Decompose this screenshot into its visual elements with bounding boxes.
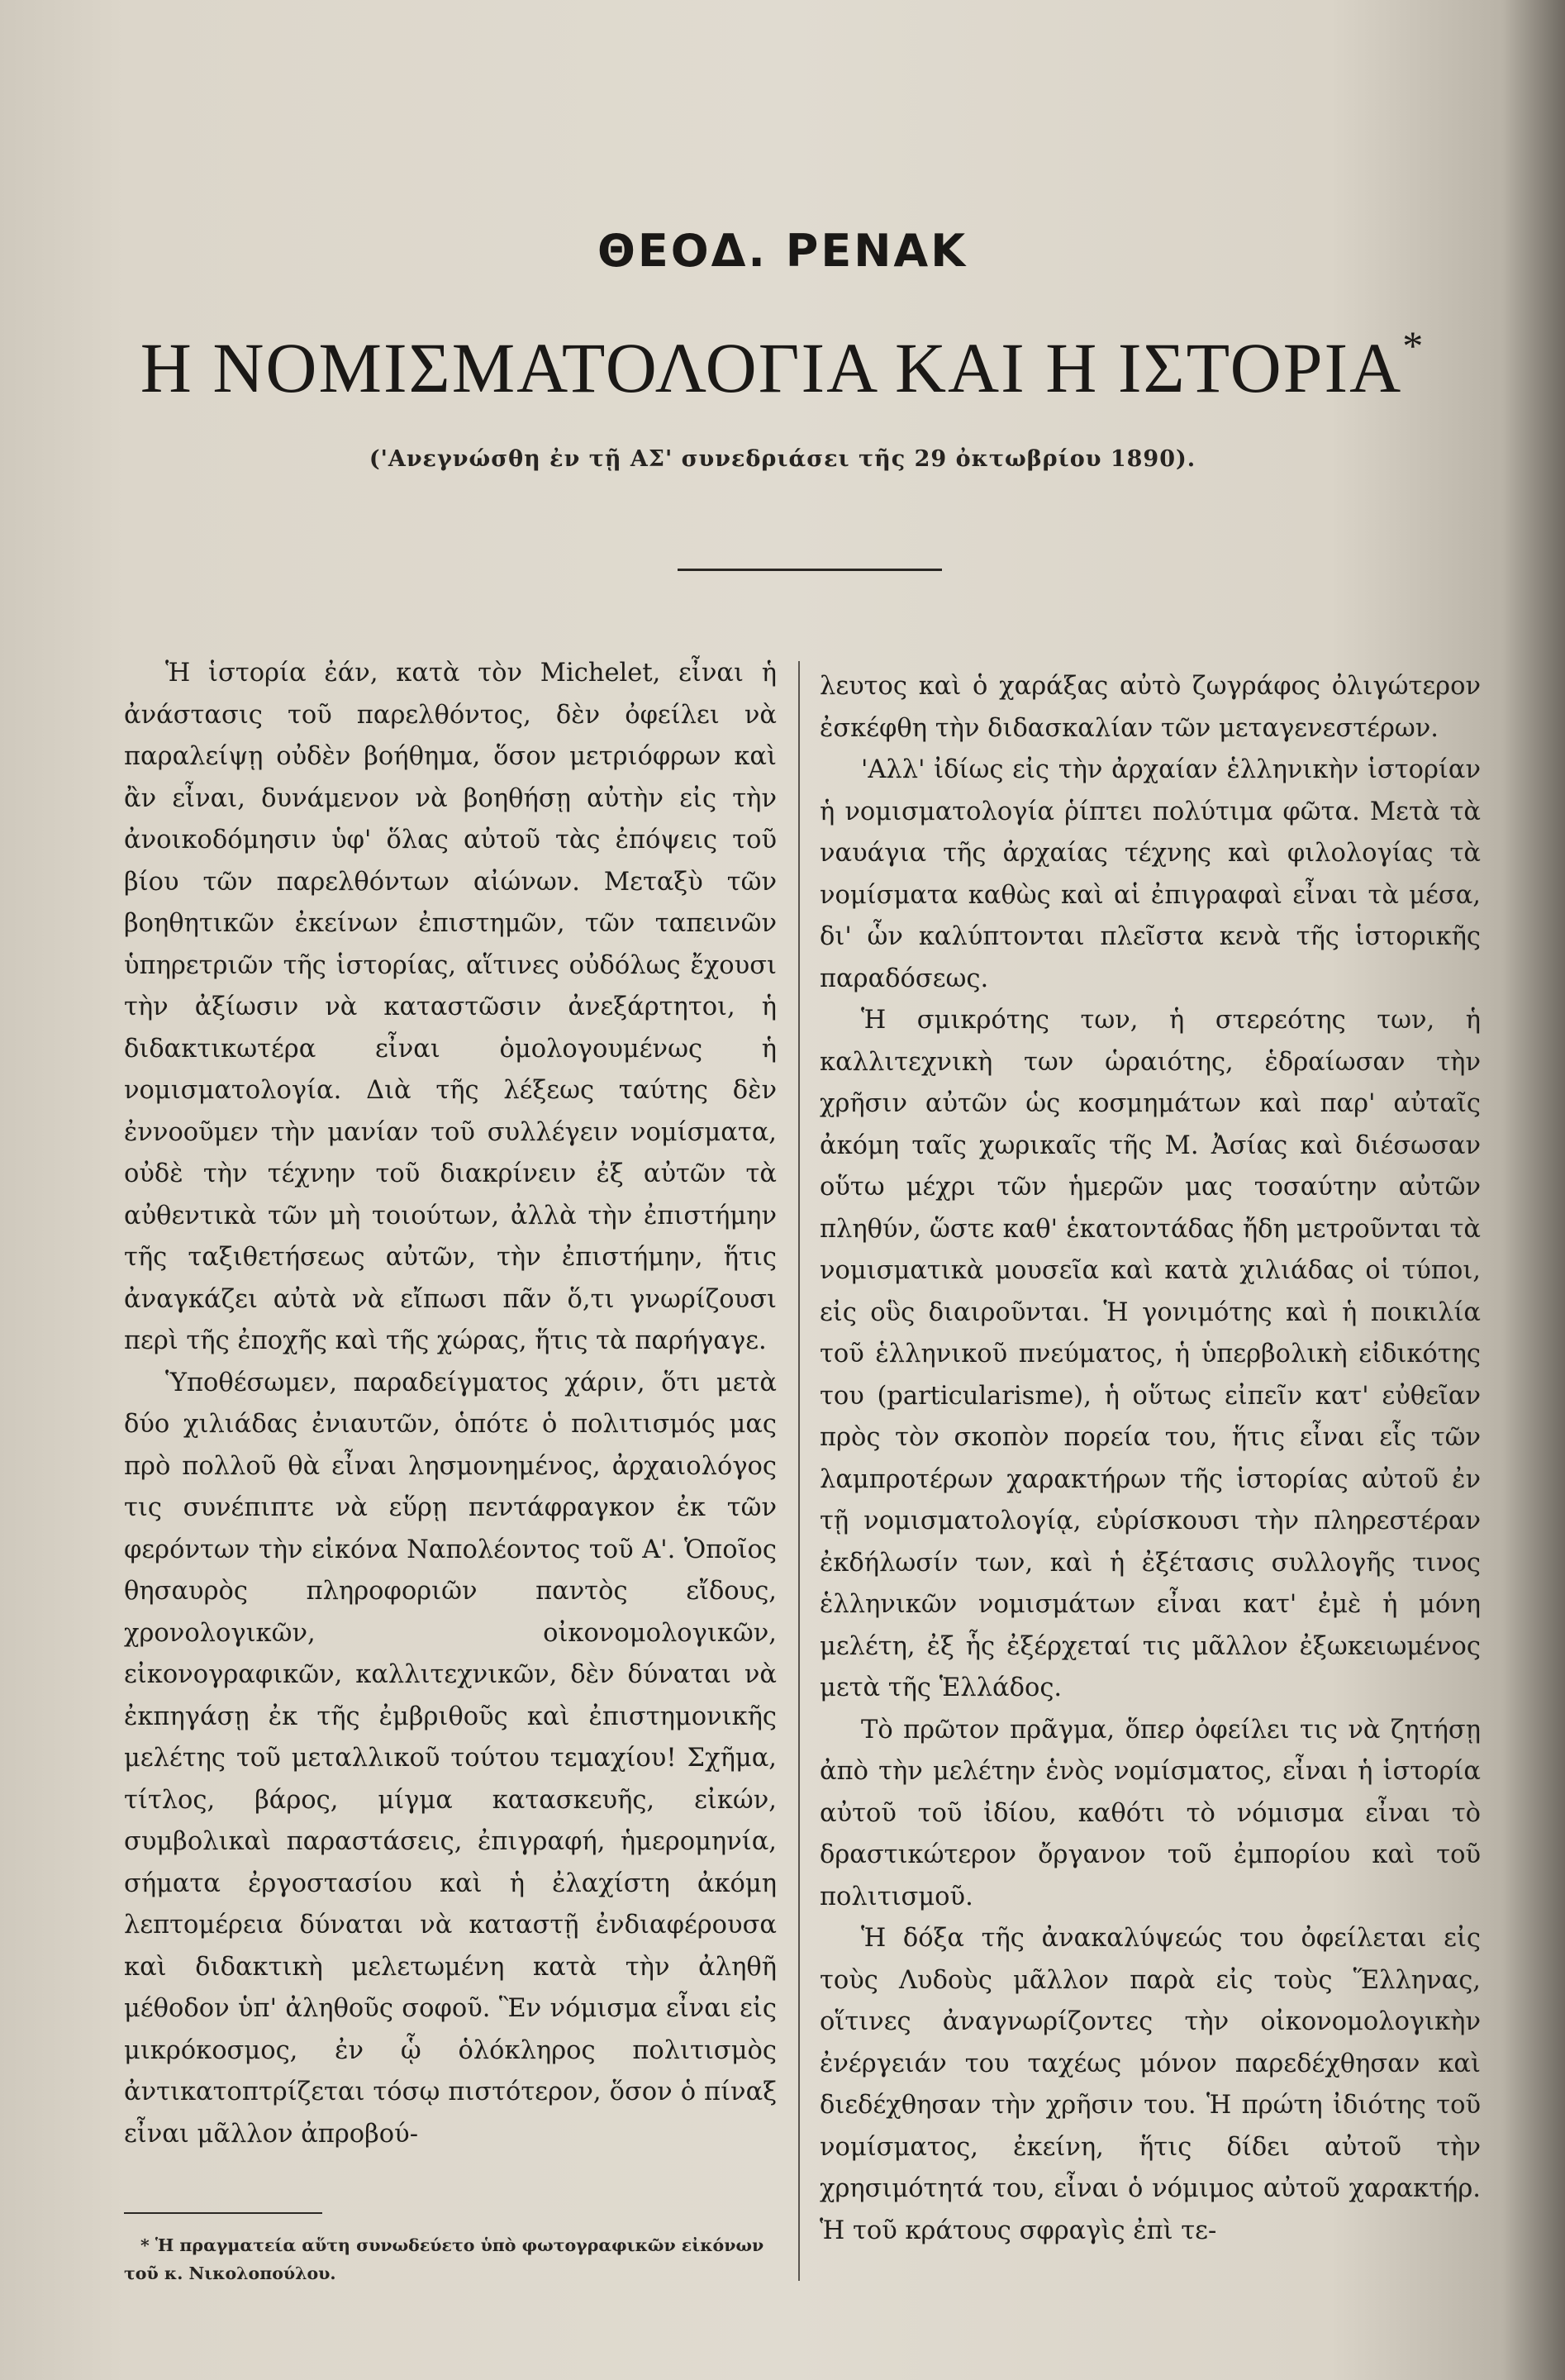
reading-note: ('Ανεγνώσθη ἐν τῇ ΑΣ' συνεδριάσει τῆς 29 ὀκτωβρίου 1890). (369, 446, 1196, 472)
column-divider (798, 661, 800, 2281)
footnote-divider (124, 2212, 322, 2214)
paragraph: Ἡ ἱστορία ἐάν, κατὰ τὸν Michelet, εἶναι ἡ ἀνάστασις τοῦ παρελθόντος, δὲν ὀφείλει νὰ παραλείψῃ οὐδὲν βοήθημα, ὅσον μετριόφρων καὶ ἂν εἶναι, δυνάμενον νὰ βοηθήσῃ αὐτὴν εἰς τὴν ἀνοικοδόμησιν ὑφ' ὅλας αὐτοῦ τὰς ἐπόψεις τοῦ βίου τῶν παρελθόντων αἰώνων. Μεταξὺ τῶν βοηθητικῶν ἐκείνων ἐπιστημῶν, τῶν ταπεινῶν ὑπηρετριῶν τῆς ἱστορίας, αἵτινες οὐδόλως ἔχουσι τὴν ἀξίωσιν νὰ καταστῶσιν ἀνεξάρτητοι, ἡ διδακτικωτέρα εἶναι ὁμολογουμένως ἡ νομισματολογία. Διὰ τῆς λέξεως ταύτης δὲν ἐννοοῦμεν τὴν μανίαν τοῦ συλλέγειν νομίσματα, οὐδὲ τὴν τέχνην τοῦ διακρίνειν ἐξ αὐτῶν τὰ αὐθεντικὰ τῶν μὴ τοιούτων, ἀλλὰ τὴν ἐπιστήμην τῆς ταξιθετήσεως αὐτῶν, τὴν ἐπιστήμην, ἥτις ἀναγκάζει αὐτὰ νὰ εἴπωσι πᾶν ὅ,τι γνωρίζουσι περὶ τῆς ἐποχῆς καὶ τῆς χώρας, ἥτις τὰ παρήγαγε. (124, 659, 777, 1355)
paragraph-continuation: λευτος καὶ ὁ χαράξας αὐτὸ ζωγράφος ὀλιγώτερον ἐσκέφθη τὴν διδασκαλίαν τῶν μεταγενεστέρων. (820, 672, 1481, 743)
right-column (820, 666, 1481, 2252)
article-title-text: Η ΝΟΜΙΣΜΑΤΟΛΟΓΙΑ ΚΑΙ Η ΙΣΤΟΡΙΑ (140, 328, 1403, 407)
title-divider (678, 569, 942, 571)
footnote-marker: * (1402, 322, 1425, 369)
paragraph: 'Αλλ' ἰδίως εἰς τὴν ἀρχαίαν ἑλληνικὴν ἱστορίαν ἡ νομισματολογία ῥίπτει πολύτιμα φῶτα. Μετὰ τὰ ναυάγια τῆς ἀρχαίας τέχνης καὶ φιλολογίας τὰ νομίσματα καθὼς καὶ αἱ ἐπιγραφαὶ εἶναι τὰ μέσα, δι' ὧν καλύπτονται πλεῖστα κενὰ τῆς ἱστορικῆς παραδόσεως. (820, 755, 1481, 993)
paragraph: Ὑποθέσωμεν, παραδείγματος χάριν, ὅτι μετὰ δύο χιλιάδας ἐνιαυτῶν, ὁπότε ὁ πολιτισμός μας πρὸ πολλοῦ θὰ εἶναι λησμονημένος, ἀρχαιολόγος τις συνέπιπτε νὰ εὕρῃ πεντάφραγκον ἐκ τῶν φερόντων τὴν εἰκόνα Ναπολέοντος τοῦ Α'. Ὁποῖος θησαυρὸς πληροφοριῶν παντὸς εἴδους, χρονολογικῶν, οἰκονομολογικῶν, εἰκονογραφικῶν, καλλιτεχνικῶν, δὲν δύναται νὰ ἐκπηγάσῃ ἐκ τῆς ἐμβριθοῦς καὶ ἐπιστημονικῆς μελέτης τοῦ μεταλλικοῦ τούτου τεμαχίου! Σχῆμα, τίτλος, βάρος, μίγμα κατασκευῆς, εἰκών, συμβολικαὶ παραστάσεις, ἐπιγραφή, ἡμερομηνία, σήματα ἐργοστασίου καὶ ἡ ἐλαχίστη ἀκόμη λεπτομέρεια δύναται νὰ καταστῇ ἐνδιαφέρουσα καὶ διδακτικὴ μελετωμένη κατὰ τὴν ἀληθῆ μέθοδον ὑπ' ἀληθοῦς σοφοῦ. Ἓν νόμισμα εἶναι εἰς μικρόκοσμος, ἐν ᾧ ὁλόκληρος πολιτισμὸς ἀντικατοπτρίζεται τόσῳ πιστότερον, ὅσον ὁ πίναξ εἶναι μᾶλλον ἀπροβού- (124, 1368, 777, 2149)
paragraph: Ἡ σμικρότης των, ἡ στερεότης των, ἡ καλλιτεχνικὴ των ὡραιότης, ἑδραίωσαν τὴν χρῆσιν αὐτῶν ὡς κοσμημάτων καὶ παρ' αὐταῖς ἀκόμη ταῖς χωρικαῖς τῆς Μ. Ἀσίας καὶ διέσωσαν οὕτω μέχρι τῶν ἡμερῶν μας τοσαύτην αὐτῶν πληθύν, ὥστε καθ' ἑκατοντάδας ἤδη μετροῦνται τὰ νομισματικὰ μουσεῖα καὶ κατὰ χιλιάδας οἱ τύποι, εἰς οὓς διαιροῦνται. Ἡ γονιμότης καὶ ἡ ποικιλία τοῦ ἑλληνικοῦ πνεύματος, ἡ ὑπερβολικὴ εἰδικότης του (particularisme), ἡ οὕτως εἰπεῖν κατ' εὐθεῖαν πρὸς τὸν σκοπὸν πορεία του, ἥτις εἶναι εἷς τῶν λαμπροτέρων χαρακτήρων τῆς ἱστορίας αὐτοῦ ἐν τῇ νομισματολογίᾳ, εὑρίσκουσι τὴν πληρεστέραν ἐκδήλωσίν των, καὶ ἡ ἐξέτασις συλλογῆς τινος ἑλληνικῶν νομισμάτων εἶναι κατ' ἐμὲ ἡ μόνη μελέτη, ἐξ ἧς ἐξέρχεταί τις μᾶλλον ἐξωκειωμένος μετὰ τῆς Ἑλλάδος. (820, 1006, 1481, 1702)
left-column (124, 653, 777, 2155)
paragraph: Ἡ δόξα τῆς ἀνακαλύψεώς του ὀφείλεται εἰς τοὺς Λυδοὺς μᾶλλον παρὰ εἰς τοὺς Ἕλληνας, οἵτινες ἀναγνωρίζοντες τὴν οἰκονομολογικὴν ἐνέργειάν του ταχέως μόνον παρεδέχθησαν καὶ διεδέχθησαν τὴν χρῆσιν του. Ἡ πρώτη ἰδιότης τοῦ νομίσματος, ἐκείνη, ἥτις δίδει αὐτοῦ τὴν χρησιμότητά του, εἶναι ὁ νόμιμος αὐτοῦ χαρακτήρ. Ἡ τοῦ κράτους σφραγὶς ἐπὶ τε- (820, 1924, 1481, 2245)
author-heading: ΘΕΟΔ. ΡΕΝΑΚ (597, 225, 968, 277)
paragraph: Τὸ πρῶτον πρᾶγμα, ὅπερ ὀφείλει τις νὰ ζητήσῃ ἀπὸ τὴν μελέτην ἑνὸς νομίσματος, εἶναι ἡ ἱστορία αὐτοῦ τοῦ ἰδίου, καθότι τὸ νόμισμα εἶναι τὸ δραστικώτερον ὄργανον τοῦ ἐμπορίου καὶ τοῦ πολιτισμοῦ. (820, 1715, 1481, 1911)
article-title (99, 322, 1466, 409)
footnote: * Ἡ πραγματεία αὕτη συνωδεύετο ὑπὸ φωτογραφικῶν εἰκόνων τοῦ κ. Νικολοπούλου. (124, 2235, 764, 2283)
